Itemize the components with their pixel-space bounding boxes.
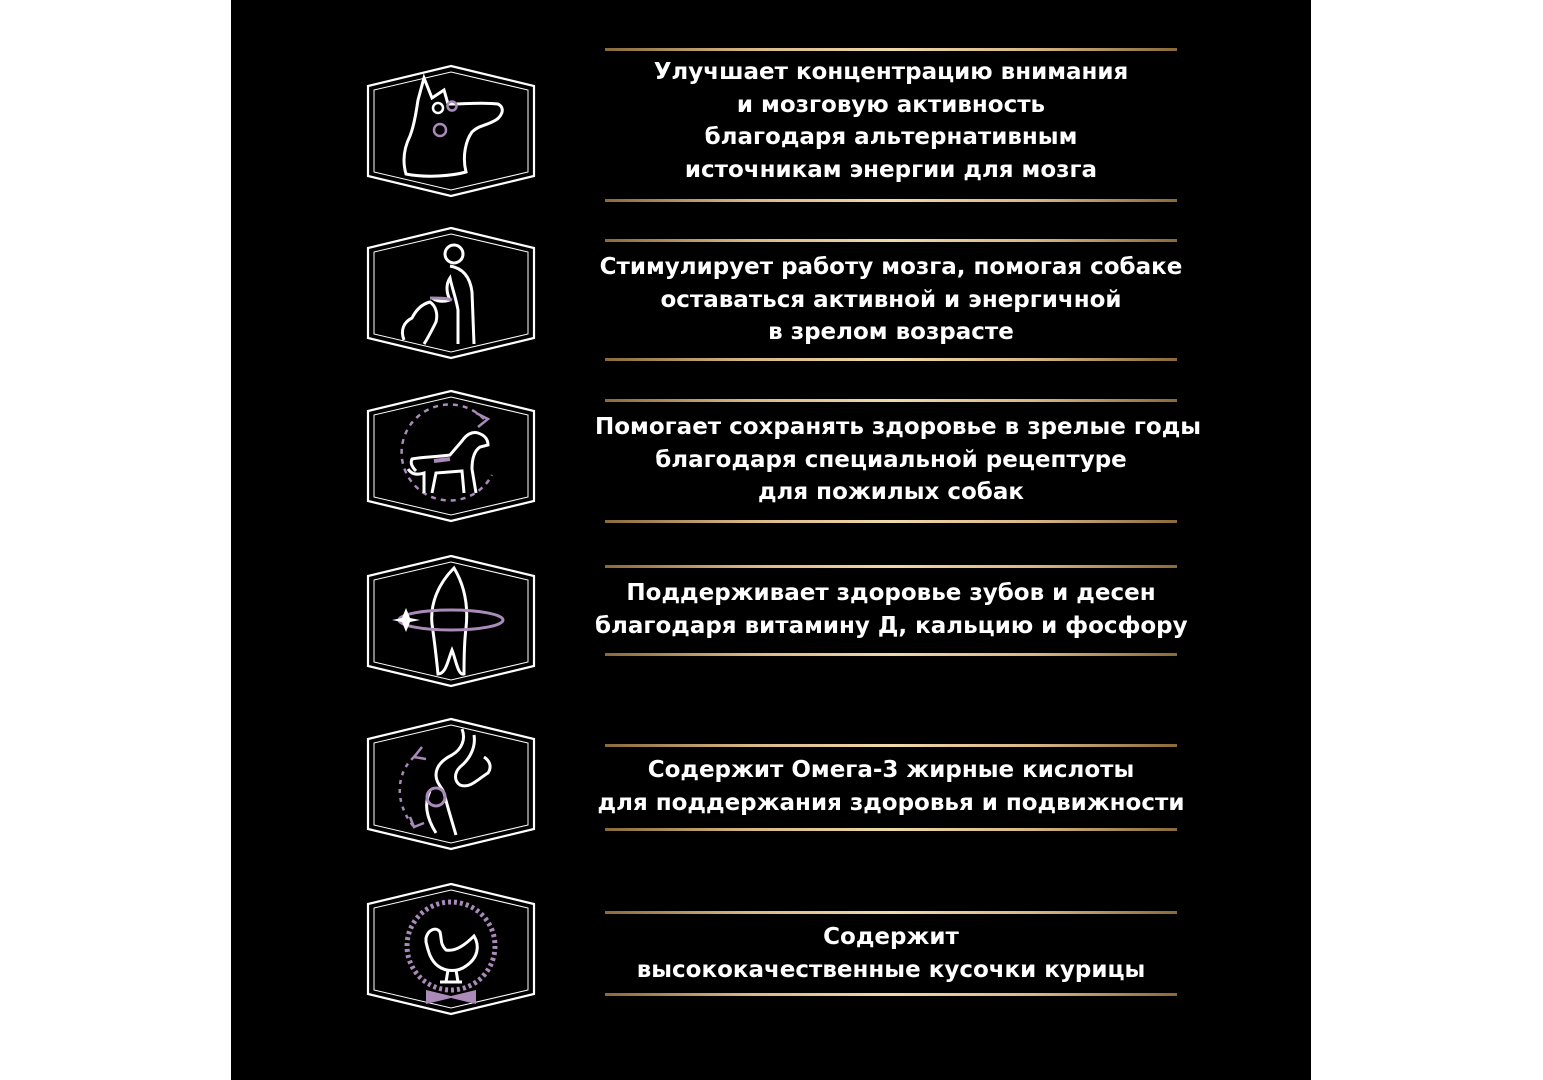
feature-4-line-1: Поддерживает здоровье зубов и десен [626,580,1156,606]
feature-3-line-1: Помогает сохранять здоровье в зрелые годы [595,414,1202,440]
person-petting-dog-icon [366,226,536,360]
chicken-badge-icon [366,882,536,1016]
gold-divider-bottom [605,358,1177,361]
feature-6-line-2: высококачественные кусочки курицы [636,956,1146,983]
gold-divider-bottom [605,653,1177,656]
feature-4 [595,565,1188,656]
feature-2-line-3: в зрелом возрасте [768,319,1014,345]
gold-divider-bottom [605,520,1177,523]
feature-1-line-1: Улучшает концентрацию внимания [653,59,1129,85]
dog-circular-arrow-icon [366,389,536,523]
feature-1-line-3: благодаря альтернативным [704,124,1078,150]
gold-divider-top [605,911,1177,914]
gold-divider-top [605,239,1177,242]
gold-divider-bottom [605,199,1177,202]
feature-2-line-1: Стимулирует работу мозга, помогая собаке [599,254,1183,280]
feature-1-text [595,56,1187,186]
feature-6-text [595,921,1187,986]
tooth-ring-icon [366,554,536,688]
feature-5-line-1: Содержит Омега-3 жирные кислоты [647,757,1135,783]
gold-divider-top [605,565,1177,568]
feature-4-line-2: благодаря витамину Д, кальцию и фосфору [595,612,1188,639]
gold-divider-top [605,48,1177,51]
gold-divider-top [605,399,1177,402]
feature-2 [599,239,1183,361]
gold-divider-bottom [605,828,1177,831]
joint-bone-icon [366,717,536,851]
feature-1-line-4: источникам энергии для мозга [684,156,1098,183]
feature-5-line-2: для поддержания здоровья и подвижности [597,789,1185,816]
feature-4-text [595,577,1187,642]
feature-3-line-2: благодаря специальной рецептуре [655,446,1127,473]
gold-divider-top [605,744,1177,747]
benefits-panel [231,0,1311,1080]
feature-1-line-2: и мозговую активность [736,91,1046,118]
dog-head-gears-icon [366,64,536,198]
feature-6 [605,911,1177,996]
feature-1 [605,48,1177,202]
feature-2-text [595,251,1187,349]
feature-5 [597,744,1185,831]
feature-3-text [595,411,1202,509]
gold-divider-bottom [605,993,1177,996]
feature-3-line-3: для пожилых собак [757,479,1024,505]
feature-6-line-1: Содержит [823,924,959,950]
feature-3 [595,399,1202,523]
feature-2-line-2: оставаться активной и энергичной [660,286,1122,313]
feature-5-text [595,754,1187,819]
